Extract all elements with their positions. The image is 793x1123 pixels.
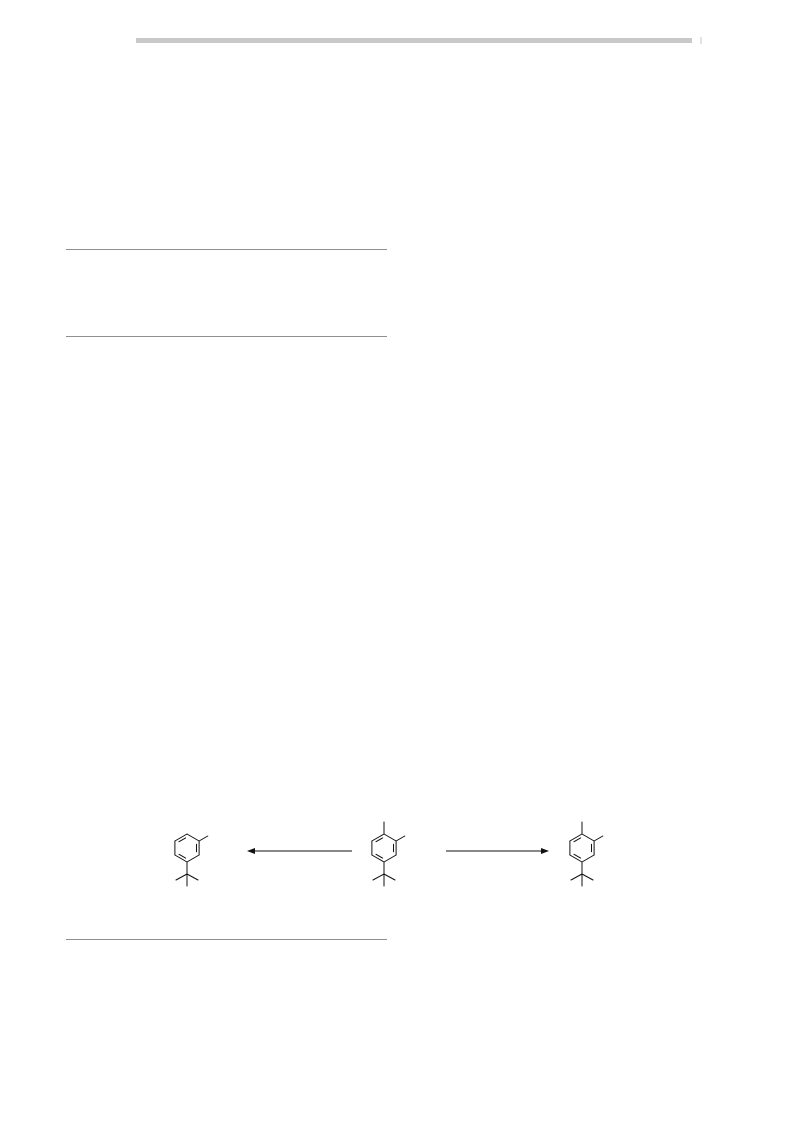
horizontal-rule-middle bbox=[66, 336, 387, 337]
ring-bond bbox=[187, 855, 199, 862]
ring-bond bbox=[570, 834, 582, 841]
ring-bond bbox=[582, 855, 594, 862]
ring-bond bbox=[175, 855, 187, 862]
horizontal-rule-top bbox=[66, 249, 387, 250]
tert-butyl-methyl bbox=[582, 874, 593, 880]
ring-bond bbox=[372, 834, 384, 841]
methyl-bond bbox=[396, 836, 405, 841]
reaction-scheme bbox=[0, 800, 793, 910]
tert-butyl-methyl bbox=[187, 874, 198, 880]
methyl-bond bbox=[594, 836, 603, 841]
ring-bond bbox=[384, 855, 396, 862]
methyl-bond bbox=[199, 836, 208, 841]
ring-bond bbox=[187, 834, 199, 841]
ring-bond bbox=[582, 834, 594, 841]
tert-butyl-methyl bbox=[384, 874, 395, 880]
compound-left bbox=[175, 834, 208, 886]
tert-butyl-methyl bbox=[571, 874, 582, 880]
running-header-bar bbox=[136, 38, 692, 43]
page-edge-mark bbox=[700, 37, 702, 44]
compound-right bbox=[570, 822, 603, 886]
tert-butyl-methyl bbox=[373, 874, 384, 880]
ring-bond bbox=[175, 834, 187, 841]
horizontal-rule-bottom bbox=[66, 939, 387, 940]
compound-center bbox=[372, 822, 405, 886]
ring-bond bbox=[570, 855, 582, 862]
ring-bond bbox=[372, 855, 384, 862]
ring-bond bbox=[384, 834, 396, 841]
tert-butyl-methyl bbox=[176, 874, 187, 880]
